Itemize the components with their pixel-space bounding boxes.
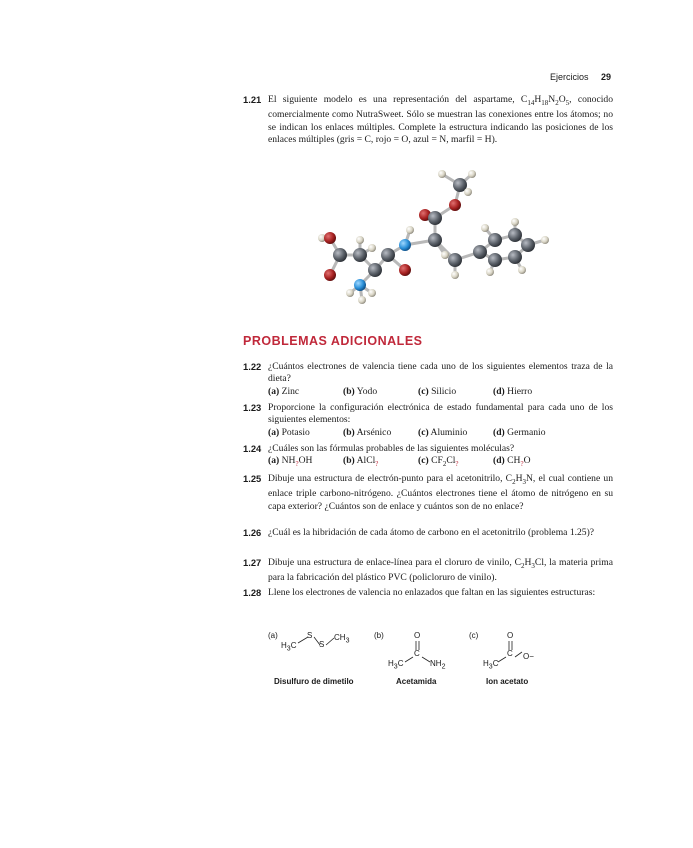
- structure-c-right: O−: [523, 652, 534, 661]
- problem-1-25: [243, 473, 613, 513]
- structure-b-o: O: [414, 631, 421, 640]
- problem-1-22: [243, 361, 613, 398]
- structure-c-o: O: [507, 631, 514, 640]
- problem-text: El siguiente modelo es una representación del aspartame, $C_{14}H_{18}N_2O_5$, conocido comercialmente como NutraSweet. Sólo se muestran las conexiones entre los átomos; no se indican los enlaces múltiples. Complete la estructura indicando las posiciones de los enlaces múltiples (gris = C, rojo = O, azul = N, marfil = H).: [268, 94, 613, 145]
- structure-c-left: $H_3C$: [483, 659, 499, 671]
- structure-a-caption: Disulfuro de dimetilo: [274, 677, 354, 686]
- problem-number: 1.26: [243, 527, 262, 538]
- problem-text: ¿Cuáles son las fórmulas probables de las siguientes moléculas?: [268, 443, 515, 454]
- aspartame-ball-and-stick-model: [300, 160, 570, 310]
- problem-number: 1.25: [243, 473, 262, 484]
- problem-text: ¿Cuál es la hibridación de cada átomo de carbono en el acetonitrilo (problema 1.25)?: [268, 527, 595, 538]
- section-title: PROBLEMAS ADICIONALES: [243, 334, 423, 348]
- structure-a-label: (a): [268, 631, 278, 640]
- problem-text: ¿Cuántos electrones de valencia tiene cada uno de los siguientes elementos traza de la dieta?: [268, 361, 613, 385]
- page-number: 29: [600, 72, 611, 82]
- problem-text: Llene los electrones de valencia no enlazados que faltan en las siguientes estructuras:: [268, 587, 596, 598]
- structure-a-s1: S: [307, 631, 313, 640]
- problem-number: 1.21: [243, 94, 262, 105]
- problem-number: 1.24: [243, 443, 262, 454]
- problem-1-21: [243, 94, 613, 146]
- problem-text: Dibuje una estructura de electrón-punto para el acetonitrilo, $C_2H_3N$, el cual contiene un enlace triple carbono-nitrógeno. ¿Cuántos electrones tiene el átomo de nitrógeno en su capa exterior? ¿Cuántos son de enlace y cuántos son de no enlace?: [268, 473, 613, 512]
- problem-1-26: [243, 527, 613, 539]
- structure-c-caption: Ion acetato: [486, 677, 529, 686]
- structure-b-left: $H_3C$: [388, 659, 404, 671]
- header-section: Ejercicios: [549, 72, 589, 82]
- problem-number: 1.28: [243, 587, 262, 598]
- problem-text: Proporcione la configuración electrónica de estado fundamental para cada uno de los siguientes elementos:: [268, 402, 613, 426]
- structure-a-s2: S: [319, 640, 325, 649]
- problem-1-23: [243, 402, 613, 439]
- options: (a) Potasio (b) Arsénico (c) Aluminio (d) Germanio: [268, 426, 546, 438]
- structure-b-label: (b): [374, 631, 384, 640]
- running-header: [550, 72, 611, 82]
- problem-number: 1.27: [243, 557, 262, 568]
- problem-1-27: [243, 557, 613, 585]
- structure-c-label: (c): [469, 631, 479, 640]
- options: (a) $NH_?OH$ (b) AlCl$_?$ (c) $CF_2Cl_?$ (d) $CH_?O$: [268, 455, 531, 469]
- problem-text: Dibuje una estructura de enlace-línea para el cloruro de vinilo, $C_2H_3Cl$, la materia prima para la fabricación del plástico PVC (policloruro de vinilo).: [268, 557, 613, 584]
- structure-b-right: $NH_2$: [430, 659, 446, 671]
- problem-number: 1.22: [243, 361, 262, 372]
- options: (a) Zinc (b) Yodo (c) Silicio (d) Hierro: [268, 385, 533, 397]
- problem-1-28: [243, 587, 613, 599]
- structure-c-c: C: [507, 649, 513, 658]
- structure-a-right: $CH_3$: [334, 633, 350, 645]
- structure-a-left: $H_3C$: [281, 641, 297, 653]
- structure-b-caption: Acetamida: [396, 677, 437, 686]
- problem-1-24: [243, 443, 613, 471]
- structure-b-c: C: [414, 649, 420, 658]
- problem-number: 1.23: [243, 402, 262, 413]
